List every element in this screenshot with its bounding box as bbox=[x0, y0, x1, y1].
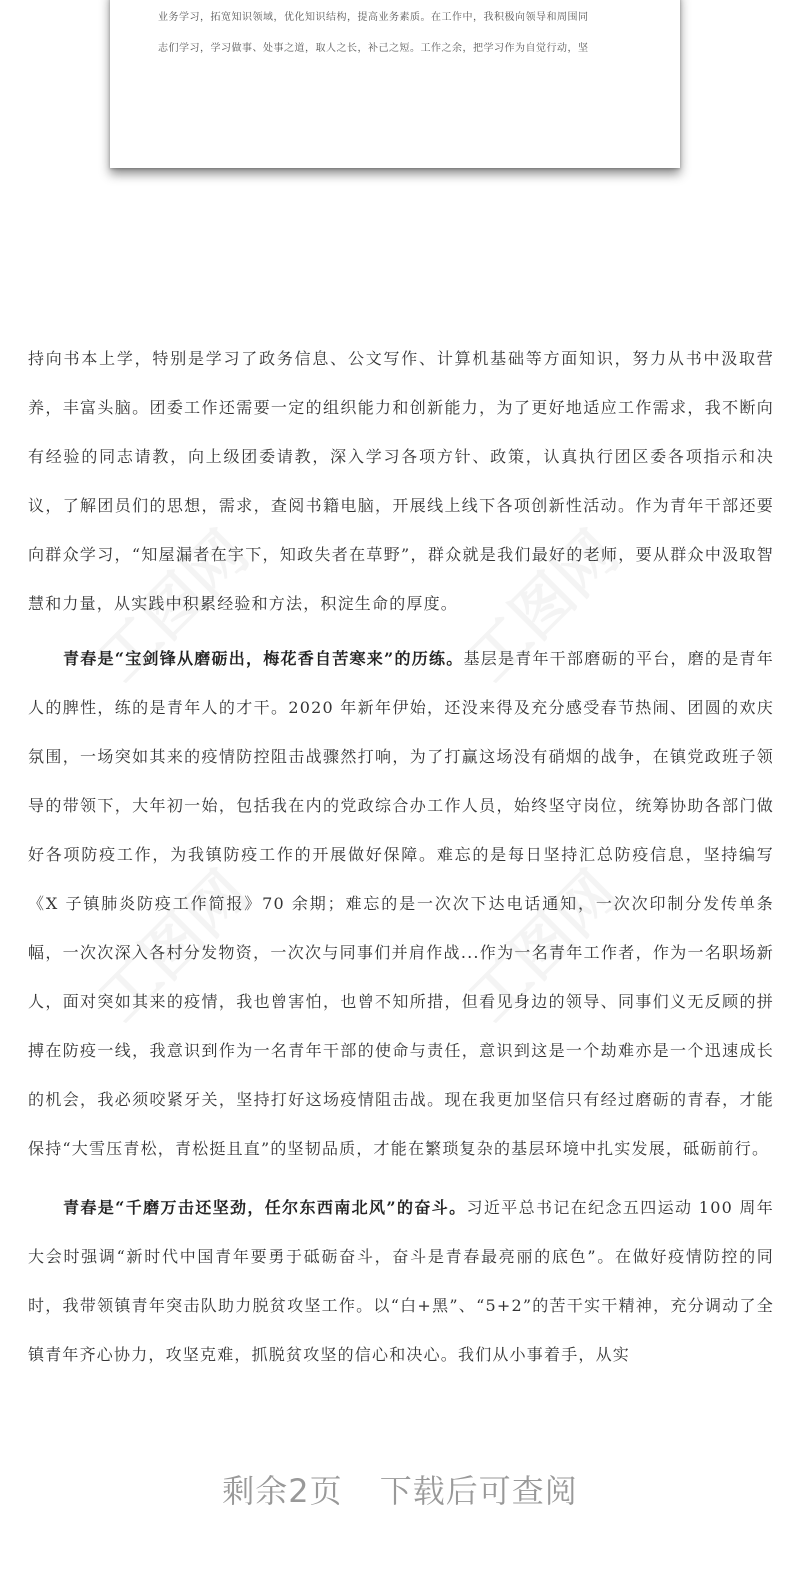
paragraph-heading: 青春是“宝剑锋从磨砺出，梅花香自苦寒来”的历练。 bbox=[63, 649, 464, 668]
document-preview-card bbox=[110, 0, 680, 168]
download-prompt[interactable] bbox=[0, 1466, 800, 1512]
remaining-pages-label: 剩余2页 bbox=[222, 1472, 343, 1510]
paragraph-text: 习近平总书记在纪念五四运动 100 周年大会时强调“新时代中国青年要勇于砥砺奋斗，奋斗是青春最亮丽的底色”。在做好疫情防控的同时，我带领镇青年突击队助力脱贫攻坚工作。以“白+黑”、“5+2”的苦干实干精神，充分调动了全镇青年齐心协力，攻坚克难，抓脱贫攻坚的信心和决心。我们从小事着手，从实 bbox=[28, 1198, 774, 1364]
preview-text-line: 业务学习，拓宽知识领域，优化知识结构，提高业务素质。在工作中，我积极向领导和周围同 bbox=[158, 12, 589, 23]
article-paragraph bbox=[28, 1183, 774, 1379]
article-body bbox=[28, 334, 774, 1379]
article-paragraph bbox=[28, 634, 774, 1173]
paragraph-text: 基层是青年干部磨砺的平台，磨的是青年人的脾性，练的是青年人的才干。2020 年新年伊始，还没来得及充分感受春节热闹、团圆的欢庆氛围，一场突如其来的疫情防控阻击战骤然打响，为了打赢这场没有硝烟的战争，在镇党政班子领导的带领下，大年初一始，包括我在内的党政综合办工作人员，始终坚守岗位，统筹协助各部门做好各项防疫工作，为我镇防疫工作的开展做好保障。难忘的是每日坚持汇总防疫信息，坚持编写《X 子镇肺炎防疫工作简报》70 余期；难忘的是一次次下达电话通知，一次次印制分发传单条幅，一次次深入各村分发物资，一次次与同事们并肩作战...作为一名青年工作者，作为一名职场新人，面对突如其来的疫情，我也曾害怕，也曾不知所措，但看见身边的领导、同事们义无反顾的拼搏在防疫一线，我意识到作为一名青年干部的使命与责任，意识到这是一个劫难亦是一个迅速成长的机会，我必须咬紧牙关，坚持打好这场疫情阻击战。现在我更加坚信只有经过磨砺的青春，才能保持“大雪压青松，青松挺且直”的坚韧品质，才能在繁琐复杂的基层环境中扎实发展，砥砺前行。 bbox=[28, 649, 774, 1158]
download-to-view-label: 下载后可查阅 bbox=[379, 1472, 578, 1510]
preview-text-line: 志们学习，学习做事、处事之道，取人之长，补己之短。工作之余，把学习作为自觉行动，坚 bbox=[158, 43, 589, 54]
article-paragraph: 持向书本上学，特别是学习了政务信息、公文写作、计算机基础等方面知识，努力从书中汲取营养，丰富头脑。团委工作还需要一定的组织能力和创新能力，为了更好地适应工作需求，我不断向有经验的同志请教，向上级团委请教，深入学习各项方针、政策，认真执行团区委各项指示和决议，了解团员们的思想，需求，查阅书籍电脑，开展线上线下各项创新性活动。作为青年干部还要向群众学习，“知屋漏者在宇下，知政失者在草野”，群众就是我们最好的老师，要从群众中汲取智慧和力量，从实践中积累经验和方法，积淀生命的厚度。 bbox=[28, 349, 774, 613]
paragraph-heading: 青春是“千磨万击还坚劲，任尔东西南北风”的奋斗。 bbox=[63, 1198, 467, 1217]
